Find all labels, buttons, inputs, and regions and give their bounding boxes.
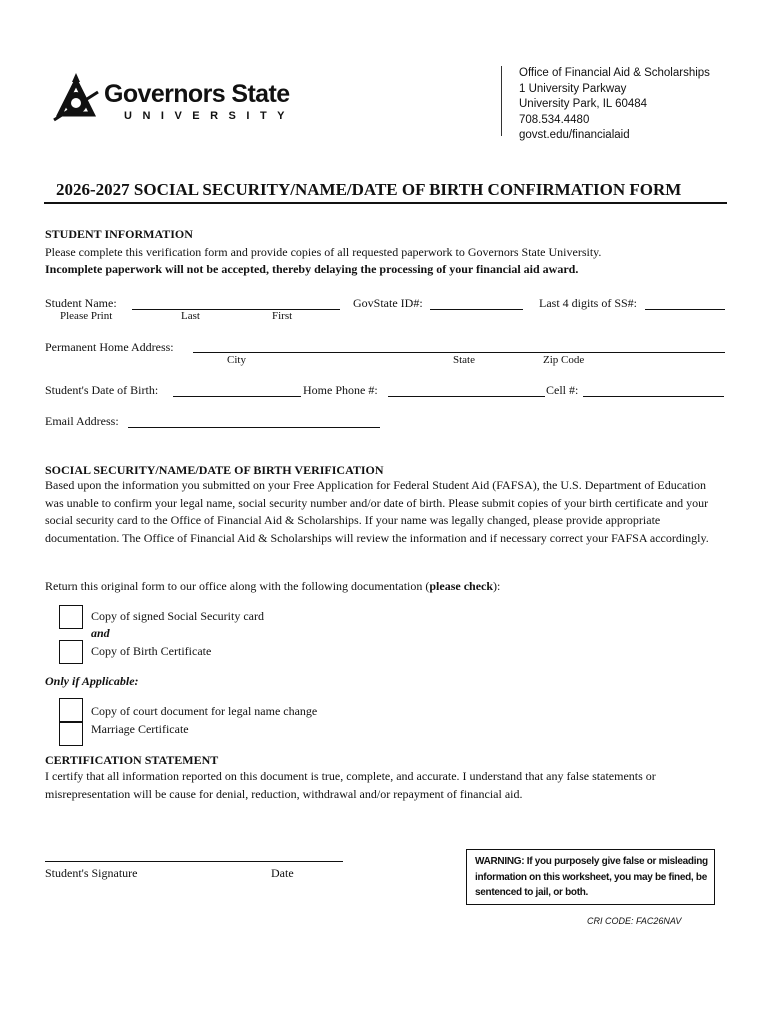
office-address xyxy=(519,66,710,144)
date-label: Date xyxy=(271,866,294,880)
return-end-text: ): xyxy=(493,579,501,593)
certification-body: I certify that all information reported on this document is true, complete, and accurate. I understand that any false statements or misrepresentation will be cause for denial, reduction, withdrawal and/or repayment of financial aid. xyxy=(45,769,656,801)
govstate-id-field[interactable] xyxy=(430,309,523,310)
warning-box xyxy=(466,849,715,905)
student-name-label: Student Name: xyxy=(45,296,117,310)
cri-code: CRI CODE: FAC26NAV xyxy=(587,916,682,926)
student-info-warning: Incomplete paperwork will not be accepted, thereby delaying the processing of your financial aid award. xyxy=(45,262,579,276)
cell-label: Cell #: xyxy=(546,383,579,397)
return-text: Return this original form to our office along with the following documentation ( xyxy=(45,579,430,593)
city-label: City xyxy=(227,354,246,366)
address-line1: 1 University Parkway xyxy=(519,82,627,95)
dob-label: Student's Date of Birth: xyxy=(45,383,159,397)
email-label: Email Address: xyxy=(45,414,119,428)
home-phone-label: Home Phone #: xyxy=(303,383,378,397)
student-info-intro: Please complete this verification form and provide copies of all requested paperwork to Governors State University. xyxy=(45,245,602,259)
office-website: govst.edu/financialaid xyxy=(519,129,630,141)
logo-sub: UNIVERSITY xyxy=(124,110,296,122)
logo xyxy=(52,70,296,128)
please-print-label: Please Print xyxy=(60,310,113,322)
warning-text: WARNING: If you purposely give false or misleading information on this worksheet, you may be fined, be sentenced to jail, or both. xyxy=(475,856,708,898)
office-phone: 708.534.4480 xyxy=(519,113,590,126)
signature-label: Student's Signature xyxy=(45,866,138,880)
ssn-field[interactable] xyxy=(645,309,725,310)
email-field[interactable] xyxy=(128,427,380,428)
ssn-label: Last 4 digits of SS#: xyxy=(539,296,638,310)
address-field[interactable] xyxy=(193,352,725,353)
university-logo-icon xyxy=(52,70,102,126)
header-divider xyxy=(501,66,502,136)
address-label: Permanent Home Address: xyxy=(45,340,174,354)
address-line2: University Park, IL 60484 xyxy=(519,98,648,110)
first-name-label: First xyxy=(272,310,293,322)
birth-cert-checkbox[interactable] xyxy=(59,640,83,664)
court-doc-checkbox[interactable] xyxy=(59,698,83,722)
student-name-field[interactable] xyxy=(132,309,340,310)
zip-label: Zip Code xyxy=(543,354,585,366)
logo-name: Governors State xyxy=(104,80,290,108)
certification-heading: CERTIFICATION STATEMENT xyxy=(45,753,219,767)
court-doc-label: Copy of court document for legal name change xyxy=(91,704,318,718)
govstate-id-label: GovState ID#: xyxy=(353,296,423,310)
and-text: and xyxy=(91,626,110,640)
state-label: State xyxy=(453,354,475,366)
only-if-applicable: Only if Applicable: xyxy=(45,674,139,688)
home-phone-field[interactable] xyxy=(388,396,545,397)
verification-body: Based upon the information you submitted on your Free Application for Federal Student Aid (FAFSA), the U.S. Department of Education was unable to confirm your legal name, social security number and/or date of birth. Please submit copies of your birth certificate and your social security card to the Office of Financial Aid & Scholarships. If your name was legally changed, please provide appropriate documentation. The Office of Financial Aid & Scholarships will review the information and if necessary correct your FAFSA accordingly. xyxy=(45,478,709,545)
last-name-label: Last xyxy=(181,310,200,322)
marriage-cert-checkbox[interactable] xyxy=(59,722,83,746)
dob-field[interactable] xyxy=(173,396,301,397)
cell-field[interactable] xyxy=(583,396,724,397)
student-info-heading: STUDENT INFORMATION xyxy=(45,227,193,241)
title-rule xyxy=(44,202,727,204)
birth-cert-label: Copy of Birth Certificate xyxy=(91,644,212,658)
please-check-text: please check xyxy=(429,579,494,593)
signature-field[interactable] xyxy=(45,861,343,862)
verification-heading: SOCIAL SECURITY/NAME/DATE OF BIRTH VERIFICATION xyxy=(45,463,384,477)
ssn-card-label: Copy of signed Social Security card xyxy=(91,609,264,623)
page-title: 2026-2027 SOCIAL SECURITY/NAME/DATE OF BIRTH CONFIRMATION FORM xyxy=(56,180,682,199)
ssn-card-checkbox[interactable] xyxy=(59,605,83,629)
return-instructions xyxy=(45,579,500,594)
office-name: Office of Financial Aid & Scholarships xyxy=(519,67,710,79)
marriage-cert-label: Marriage Certificate xyxy=(91,722,189,736)
